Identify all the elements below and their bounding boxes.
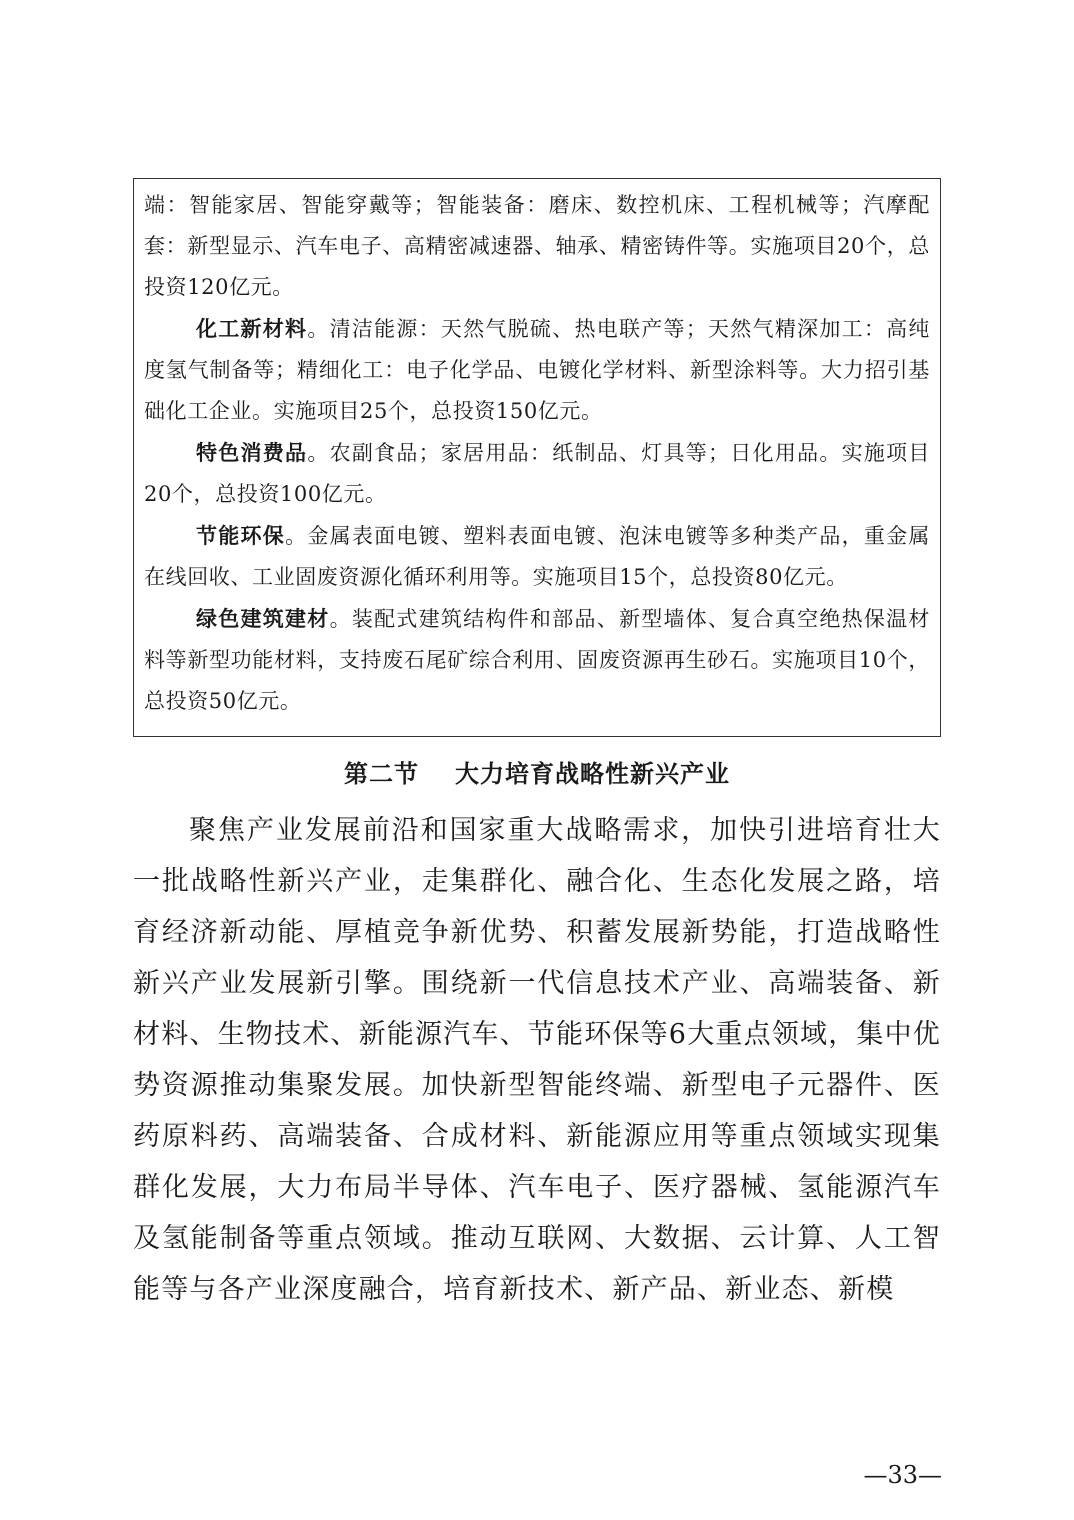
industry-projects-box (133, 178, 941, 737)
body-paragraph: 聚焦产业发展前沿和国家重大战略需求，加快引进培育壮大一批战略性新兴产业，走集群化、融合化、生态化发展之路，培育经济新动能、厚植竞争新优势、积蓄发展新势能，打造战略性新兴产业发展新引擎。围绕新一代信息技术产业、高端装备、新材料、生物技术、新能源汽车、节能环保等6大重点领域，集中优势资源推动集聚发展。加快新型智能终端、新型电子元器件、医药原料药、高端装备、合成材料、新能源应用等重点领域实现集群化发展，大力布局半导体、汽车电子、医疗器械、氢能源汽车及氢能制备等重点领域。推动互联网、大数据、云计算、人工智能等与各产业深度融合，培育新技术、新产品、新业态、新模 (133, 815, 941, 1305)
paragraph-heading: 绿色建筑建材 (196, 606, 330, 631)
section-heading (133, 754, 941, 794)
section-number: 第二节 (344, 760, 419, 788)
page-number: —33— (863, 1461, 942, 1489)
paragraph-text: 。清洁能源：天然气脱硫、热电联产等；天然气精深加工：高纯度氢气制备等；精细化工：电子化学品、电镀化学材料、新型涂料等。大力招引基础化工企业。实施项目25个，总投资150亿元。 (144, 317, 930, 423)
paragraph-text: 。农副食品；家居用品：纸制品、灯具等；日化用品。实施项目20个，总投资100亿元。 (144, 441, 930, 506)
paragraph-heading: 特色消费品 (196, 440, 308, 465)
section-title: 大力培育战略性新兴产业 (455, 760, 730, 788)
paragraph-heading: 节能环保 (196, 523, 286, 548)
box-paragraph-consumer-goods (144, 432, 930, 515)
box-paragraph-energy-saving (144, 515, 930, 598)
box-paragraph-green-building (144, 598, 930, 722)
paragraph-text: 。金属表面电镀、塑料表面电镀、泡沫电镀等多种类产品，重金属在线回收、工业固废资源化循环利用等。实施项目15个，总投资80亿元。 (144, 524, 930, 589)
box-paragraph-chemical-materials (144, 308, 930, 432)
paragraph-heading: 化工新材料 (196, 316, 308, 341)
paragraph-text: 。装配式建筑结构件和部品、新型墙体、复合真空绝热保温材料等新型功能材料，支持废石尾矿综合利用、固废资源再生砂石。实施项目10个，总投资50亿元。 (144, 607, 930, 713)
box-paragraph-continued: 端：智能家居、智能穿戴等；智能装备：磨床、数控机床、工程机械等；汽摩配套：新型显示、汽车电子、高精密减速器、轴承、精密铸件等。实施项目20个，总投资120亿元。 (144, 193, 930, 299)
